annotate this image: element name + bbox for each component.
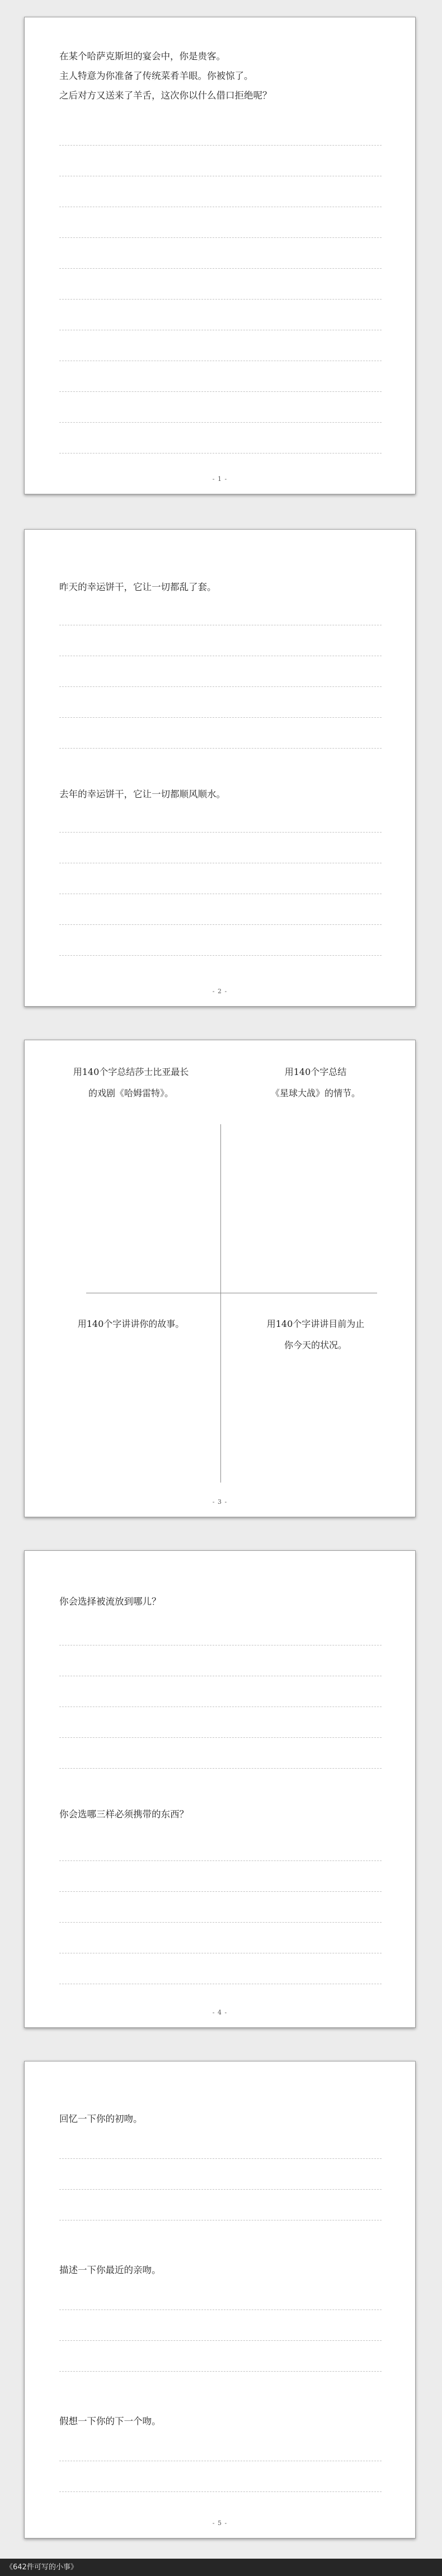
- prompt-text: 假想一下你的下一个吻。: [59, 2416, 161, 2427]
- writing-line: [59, 299, 382, 300]
- writing-line: [59, 2189, 382, 2190]
- writing-line: [59, 924, 382, 925]
- writing-line: [59, 1860, 382, 1861]
- page-1: [24, 17, 416, 494]
- writing-line: [59, 1768, 382, 1769]
- writing-line: [59, 2371, 382, 2372]
- prompt-text: 你会选哪三样必须携带的东西？: [59, 1809, 189, 1820]
- prompt-text: 主人特意为你准备了传统菜肴羊眼。你被惊了。: [59, 71, 253, 81]
- writing-line: [59, 1922, 382, 1923]
- page-number: - 2 -: [212, 988, 228, 995]
- quadrant-top-left: [47, 1062, 215, 1104]
- book-title: 《642件可写的小事》: [6, 2563, 78, 2572]
- writing-line: [59, 422, 382, 423]
- writing-line: [59, 453, 382, 454]
- writing-line: [59, 686, 382, 687]
- writing-line: [59, 145, 382, 146]
- writing-line: [59, 748, 382, 749]
- writing-line: [59, 832, 382, 833]
- quadrant-line: 用140个字讲讲目前为止: [266, 1319, 365, 1329]
- quadrant-bottom-right: [232, 1313, 399, 1356]
- writing-line: [59, 2158, 382, 2159]
- quadrant-line: 用140个字总结莎士比亚最长: [73, 1067, 189, 1077]
- prompt-text: 你会选择被流放到哪儿？: [59, 1596, 161, 1607]
- page-number: - 4 -: [212, 2009, 228, 2016]
- page-number: - 3 -: [212, 1498, 228, 1506]
- prompt-text: 去年的幸运饼干，它让一切都顺风顺水。: [59, 789, 225, 800]
- writing-line: [59, 391, 382, 392]
- prompt-text: 回忆一下你的初吻。: [59, 2114, 143, 2124]
- quadrant-bottom-left: [47, 1313, 215, 1335]
- quadrant-line: 用140个字讲讲你的故事。: [77, 1319, 185, 1329]
- book-title-bar: [0, 2559, 442, 2576]
- prompt-text: 在某个哈萨克斯坦的宴会中，你是贵客。: [59, 51, 225, 62]
- quadrant-line: 《星球大战》的情节。: [270, 1088, 360, 1098]
- page-3: [24, 1040, 416, 1517]
- page-number: - 1 -: [212, 475, 228, 483]
- writing-line: [59, 2491, 382, 2492]
- writing-line: [59, 1737, 382, 1738]
- writing-line: [59, 268, 382, 269]
- quadrant-line: 用140个字总结: [284, 1067, 347, 1077]
- quadrant-vertical-divider: [220, 1124, 221, 1483]
- page-number: - 5 -: [212, 2519, 228, 2527]
- writing-line: [59, 237, 382, 238]
- prompt-text: 描述一下你最近的亲吻。: [59, 2265, 161, 2275]
- page-2: [24, 529, 416, 1007]
- quadrant-line: 的戏剧《哈姆雷特》。: [88, 1088, 173, 1098]
- page-5: [24, 2061, 416, 2538]
- writing-line: [59, 717, 382, 718]
- prompt-text: 昨天的幸运饼干，它让一切都乱了套。: [59, 582, 217, 592]
- writing-line: [59, 2340, 382, 2341]
- writing-line: [59, 2309, 382, 2310]
- quadrant-top-right: [232, 1062, 399, 1104]
- writing-line: [59, 955, 382, 956]
- quadrant-line: 你今天的状况。: [284, 1340, 347, 1350]
- page-4: [24, 1550, 416, 2028]
- prompt-text: 之后对方又送来了羊舌，这次你以什么借口拒绝呢？: [59, 90, 272, 101]
- writing-line: [59, 1891, 382, 1892]
